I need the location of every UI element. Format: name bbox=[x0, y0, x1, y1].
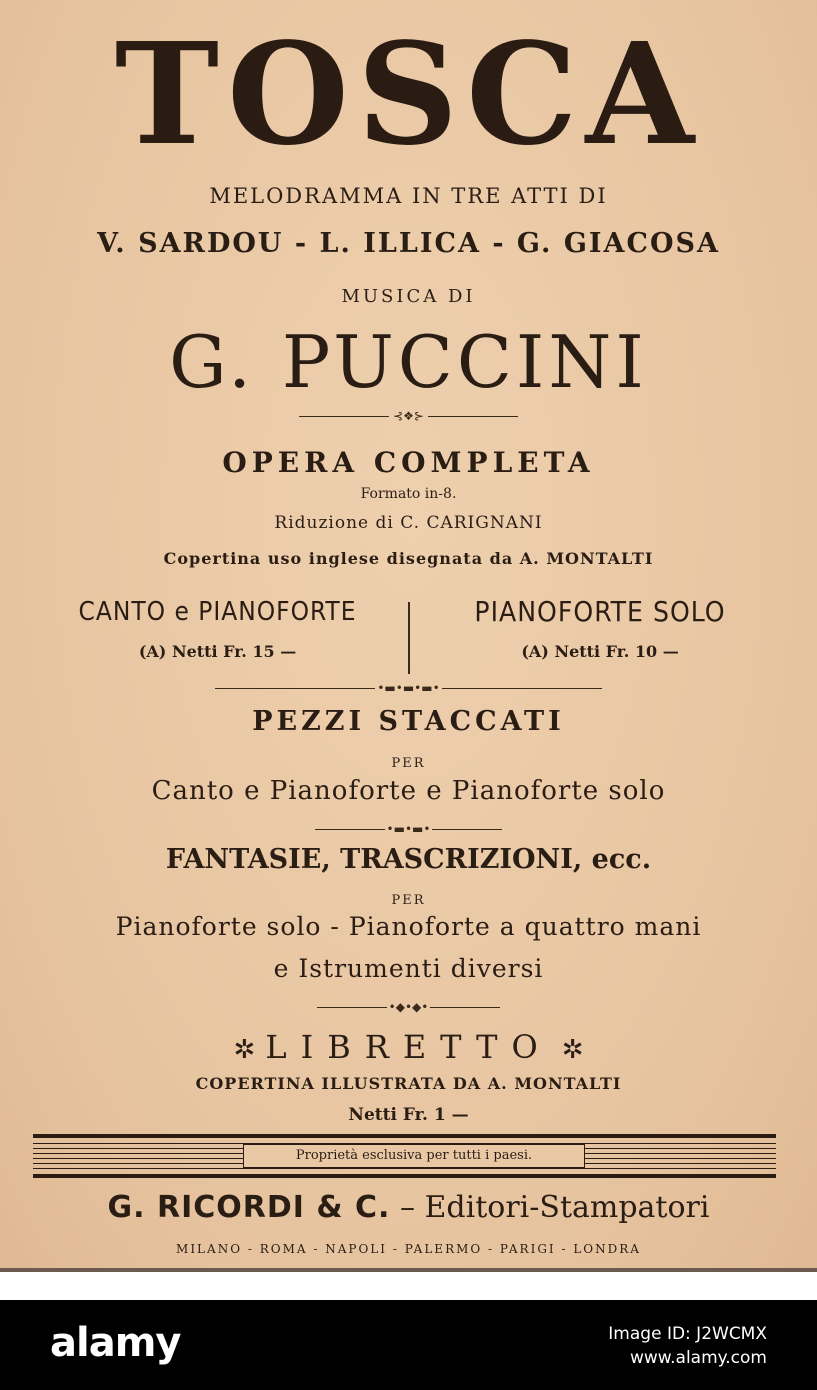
publisher-cities: MILANO - ROMA - NAPOLI - PALERMO - PARIGI - LONDRA bbox=[176, 1242, 641, 1256]
ornament-divider: •▬•▬• bbox=[0, 822, 817, 836]
libretto-heading-row bbox=[0, 1028, 817, 1066]
edition-name: CANTO e PIANOFORTE bbox=[78, 597, 357, 627]
ornament-divider: •◆•◆• bbox=[0, 1000, 817, 1014]
edition-canto-pianoforte bbox=[30, 592, 405, 661]
rights-band bbox=[33, 1134, 776, 1184]
libretto-heading: LIBRETTO bbox=[265, 1028, 552, 1066]
per-label: PER bbox=[391, 893, 426, 908]
edition-price: (A) Netti Fr. 15 — bbox=[138, 642, 297, 661]
publisher-line bbox=[0, 1188, 817, 1228]
publisher-role: Editori-Stampatori bbox=[424, 1190, 710, 1225]
ornament-divider: •▬•▬•▬• bbox=[0, 681, 817, 695]
fantasie-line-1: Pianoforte solo - Pianoforte a quattro mani bbox=[115, 912, 702, 941]
fantasie-line-2: e Istrumenti diversi bbox=[273, 954, 544, 983]
publisher-name: G. RICORDI & C. bbox=[107, 1190, 391, 1225]
libretto-price: Netti Fr. 1 — bbox=[348, 1105, 469, 1125]
edition-price: (A) Netti Fr. 10 — bbox=[521, 642, 679, 661]
stock-footer bbox=[0, 1300, 817, 1390]
publisher-separator: – bbox=[399, 1190, 415, 1225]
subtitle: MELODRAMMA IN TRE ATTI DI bbox=[209, 184, 608, 208]
riduzione-text: Riduzione di C. CARIGNANI bbox=[274, 513, 543, 533]
composer-name: G. PUCCINI bbox=[169, 320, 648, 404]
asterisk-ornament-icon: ✲ bbox=[561, 1035, 584, 1065]
copertina-text: Copertina uso inglese disegnata da A. MONTALTI bbox=[163, 549, 654, 568]
pezzi-staccati-heading: PEZZI STACCATI bbox=[252, 706, 565, 737]
fantasie-heading: FANTASIE, TRASCRIZIONI, ecc. bbox=[165, 844, 652, 875]
musica-label: MUSICA DI bbox=[341, 286, 476, 307]
poster-title: TOSCA bbox=[114, 13, 703, 177]
edition-pianoforte-solo bbox=[415, 592, 785, 661]
pezzi-text: Canto e Pianoforte e Pianoforte solo bbox=[151, 776, 666, 806]
librettists: V. SARDOU - L. ILLICA - G. GIACOSA bbox=[97, 228, 720, 259]
brand-logo: alamy bbox=[50, 1320, 181, 1366]
formato-text: Formato in-8. bbox=[360, 486, 457, 502]
libretto-copertina: COPERTINA ILLUSTRATA DA A. MONTALTI bbox=[195, 1074, 622, 1093]
ornament-divider: ⊰❖⊱ bbox=[0, 409, 817, 423]
asterisk-ornament-icon: ✲ bbox=[233, 1035, 256, 1065]
image-id: Image ID: J2WCMX bbox=[608, 1324, 767, 1344]
site-url: www.alamy.com bbox=[629, 1348, 767, 1368]
edition-divider bbox=[408, 602, 410, 674]
image-id-block bbox=[608, 1322, 767, 1370]
rights-text: Proprietà esclusiva per tutti i paesi. bbox=[243, 1144, 585, 1168]
opera-completa-heading: OPERA COMPLETA bbox=[222, 446, 595, 479]
per-label: PER bbox=[391, 756, 426, 771]
edition-name: PIANOFORTE SOLO bbox=[474, 595, 726, 628]
